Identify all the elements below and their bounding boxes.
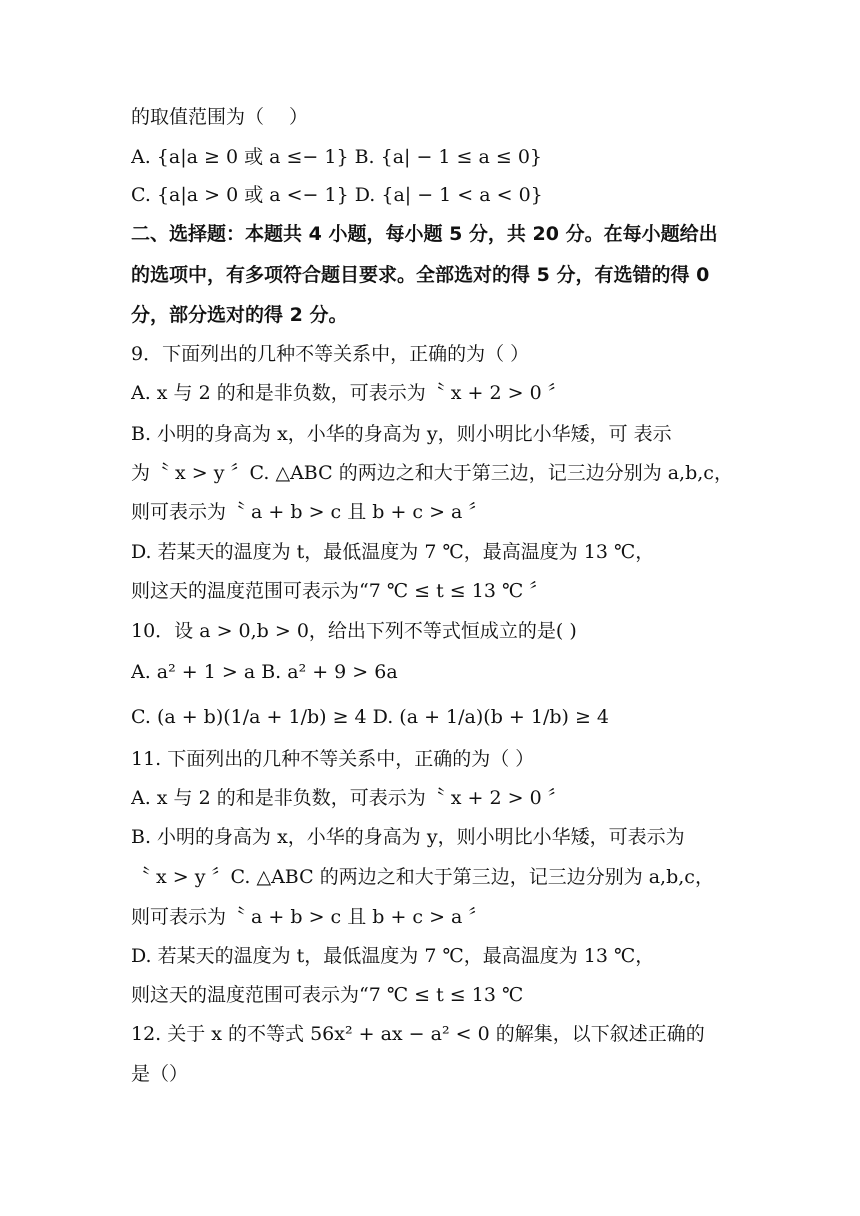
question-10: 10．设 a > 0,b > 0，给出下列不等式恒成立的是( ) [131, 620, 577, 642]
question-11: 11. 下面列出的几种不等关系中，正确的为（ ） [131, 748, 535, 770]
option-line: 则可表示为〝 a + b > c 且 b + c > a 〞 [131, 906, 488, 928]
option-line: 则可表示为〝 a + b > c 且 b + c > a 〞 [131, 501, 488, 523]
option-line: 为〝 x > y 〞C. △ABC 的两边之和大于第三边，记三边分别为 a,b,c， [131, 462, 733, 484]
option-line: A. a² + 1 > a B. a² + 9 > 6a [131, 661, 398, 683]
option-line: A. x 与 2 的和是非负数，可表示为〝 x + 2 > 0 〞 [131, 382, 567, 404]
option-line: B. 小明的身高为 x，小华的身高为 y，则小明比小华矮，可 表示 [131, 423, 672, 445]
option-line: 则这天的温度范围可表示为“7 ℃ ≤ t ≤ 13 ℃ 〞 [131, 580, 549, 602]
text-line: 是（） [131, 1063, 189, 1085]
text-line: 的取值范围为（ ） [131, 106, 309, 128]
section-heading: 二、选择题：本题共 4 小题，每小题 5 分，共 20 分。在每小题给出 [131, 223, 718, 245]
question-12: 12. 关于 x 的不等式 56x² + ax − a² < 0 的解集，以下叙述正确的 [131, 1023, 705, 1045]
option-line: A. x 与 2 的和是非负数，可表示为〝 x + 2 > 0 〞 [131, 787, 567, 809]
option-line: 〝 x > y 〞C. △ABC 的两边之和大于第三边，记三边分别为 a,b,c， [131, 866, 714, 888]
option-line: B. 小明的身高为 x，小华的身高为 y，则小明比小华矮，可表示为 [131, 826, 685, 848]
section-heading: 的选项中，有多项符合题目要求。全部选对的得 5 分，有选错的得 0 [131, 264, 710, 286]
option-line: D. 若某天的温度为 t，最低温度为 7 ℃，最高温度为 13 ℃， [131, 541, 655, 563]
question-9: 9．下面列出的几种不等关系中，正确的为（ ） [131, 343, 530, 365]
section-heading: 分，部分选对的得 2 分。 [131, 304, 348, 326]
option-line: D. 若某天的温度为 t，最低温度为 7 ℃，最高温度为 13 ℃， [131, 945, 655, 967]
option-line: A. {a|a ≥ 0 或 a ≤− 1} B. {a| − 1 ≤ a ≤ 0} [131, 146, 543, 168]
option-line: 则这天的温度范围可表示为“7 ℃ ≤ t ≤ 13 ℃ [131, 984, 524, 1006]
option-line: C. (a + b)(1/a + 1/b) ≥ 4 D. (a + 1/a)(b + 1/b) ≥ 4 [131, 706, 610, 728]
option-line: C. {a|a > 0 或 a <− 1} D. {a| − 1 < a < 0} [131, 184, 543, 206]
